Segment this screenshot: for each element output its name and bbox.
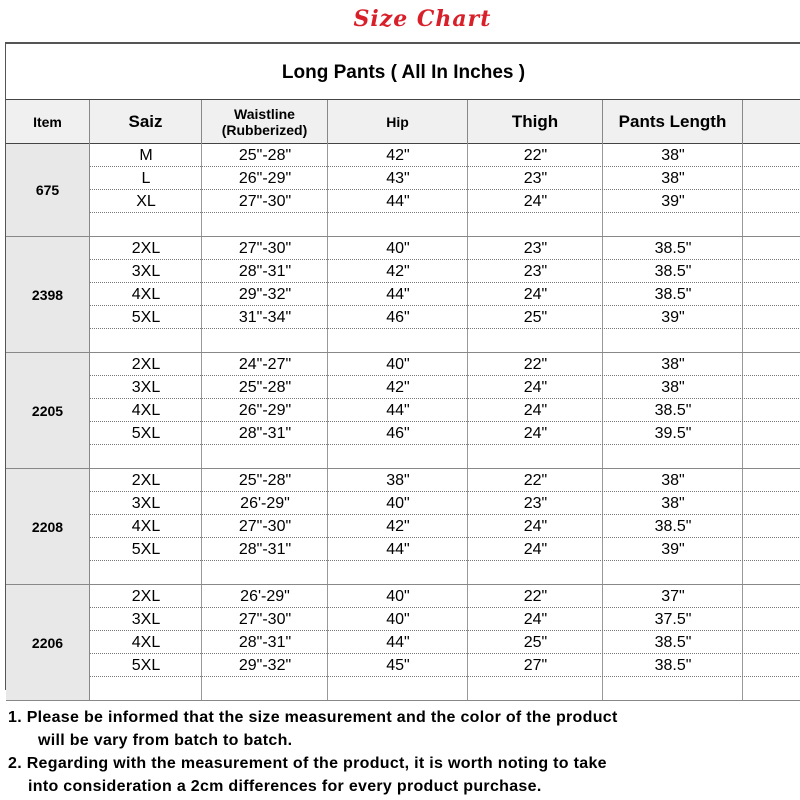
cell-waist: 28"-31": [238, 424, 292, 442]
table-row: [90, 515, 800, 538]
cell-hip: 45": [386, 656, 410, 674]
header-item: Item: [6, 100, 90, 144]
notes: [8, 706, 798, 798]
cell-size: 2XL: [131, 355, 161, 373]
table-row: [90, 492, 800, 515]
cell-size: 5XL: [131, 308, 161, 326]
page-title: Size Chart: [353, 6, 492, 32]
cell-size: 4XL: [131, 633, 161, 651]
cell-thigh: 22": [523, 146, 548, 164]
table-row: [90, 306, 800, 329]
note-2-line-1: 2. Regarding with the measurement of the product, it is worth noting to take: [8, 755, 607, 772]
cell-hip: 44": [386, 633, 410, 651]
table-row: [90, 167, 800, 190]
size-group: [6, 353, 800, 469]
header-waistline: [202, 100, 328, 144]
cell-size: 4XL: [131, 517, 161, 535]
cell-hip: 44": [386, 540, 410, 558]
cell-thigh: 24": [523, 517, 548, 535]
cell-length: 38.5": [654, 262, 692, 280]
cell-hip: 44": [386, 192, 410, 210]
spacer-row: [90, 677, 800, 700]
spacer-row: [90, 213, 800, 236]
cell-thigh: 27": [523, 656, 548, 674]
cell-length: 37": [661, 587, 685, 605]
cell-length: 38.5": [654, 239, 692, 257]
cell-size: 5XL: [131, 424, 161, 442]
cell-thigh: 23": [523, 262, 548, 280]
header-hip: Hip: [328, 100, 468, 144]
cell-waist: 27"-30": [238, 610, 292, 628]
cell-size: 3XL: [131, 378, 161, 396]
size-group: [6, 237, 800, 353]
cell-hip: 40": [386, 494, 410, 512]
cell-hip: 40": [386, 355, 410, 373]
cell-waist: 25"-28": [238, 471, 292, 489]
cell-length: 38": [661, 169, 685, 187]
cell-size: L: [141, 169, 151, 187]
cell-thigh: 25": [523, 633, 548, 651]
cell-size: 4XL: [131, 285, 161, 303]
cell-length: 38": [661, 355, 685, 373]
cell-thigh: 24": [523, 610, 548, 628]
table-row: [90, 654, 800, 677]
cell-size: M: [139, 146, 153, 164]
cell-thigh: 23": [523, 239, 548, 257]
cell-hip: 40": [386, 610, 410, 628]
cell-size: 3XL: [131, 610, 161, 628]
note-1-line-1: 1. Please be informed that the size measurement and the color of the product: [8, 709, 618, 726]
table-row: [90, 585, 800, 608]
cell-thigh: 24": [523, 192, 548, 210]
size-group: [6, 469, 800, 585]
header-waistline-label: Waistline: [234, 105, 295, 122]
cell-thigh: 24": [523, 378, 548, 396]
cell-hip: 42": [386, 262, 410, 280]
table-row: [90, 538, 800, 561]
cell-length: 39": [661, 540, 685, 558]
cell-length: 38": [661, 146, 685, 164]
cell-waist: 29"-32": [238, 656, 292, 674]
cell-waist: 24"-27": [238, 355, 292, 373]
cell-size: XL: [136, 192, 156, 210]
cell-length: 38.5": [654, 285, 692, 303]
item-code: 2205: [6, 353, 90, 468]
table-row: [90, 283, 800, 306]
spacer-row: [90, 561, 800, 584]
note-2-line-2: into consideration a 2cm differences for every product purchase.: [28, 778, 542, 795]
cell-waist: 31"-34": [238, 308, 292, 326]
cell-waist: 29"-32": [238, 285, 292, 303]
cell-length: 37.5": [654, 610, 692, 628]
cell-length: 39.5": [654, 424, 692, 442]
cell-thigh: 23": [523, 494, 548, 512]
cell-hip: 40": [386, 239, 410, 257]
cell-length: 38.5": [654, 633, 692, 651]
cell-hip: 44": [386, 401, 410, 419]
cell-size: 3XL: [131, 262, 161, 280]
cell-length: 38": [661, 378, 685, 396]
size-group: [6, 144, 800, 237]
table-row: [90, 353, 800, 376]
cell-waist: 28"-31": [238, 633, 292, 651]
cell-thigh: 24": [523, 401, 548, 419]
cell-hip: 43": [386, 169, 410, 187]
cell-length: 38.5": [654, 401, 692, 419]
cell-hip: 42": [386, 517, 410, 535]
cell-waist: 26"-29": [238, 169, 292, 187]
cell-waist: 25"-28": [238, 146, 292, 164]
cell-thigh: 22": [523, 355, 548, 373]
cell-waist: 27"-30": [238, 239, 292, 257]
cell-thigh: 24": [523, 540, 548, 558]
cell-length: 38.5": [654, 517, 692, 535]
cell-length: 39": [661, 192, 685, 210]
cell-hip: 46": [386, 308, 410, 326]
cell-length: 38.5": [654, 656, 692, 674]
cell-hip: 40": [386, 587, 410, 605]
item-code: 675: [6, 144, 90, 236]
cell-waist: 25"-28": [238, 378, 292, 396]
table-row: [90, 237, 800, 260]
table-row: [90, 399, 800, 422]
cell-length: 38": [661, 494, 685, 512]
header-waistline-note: (Rubberized): [221, 122, 308, 138]
cell-waist: 26'-29": [240, 494, 290, 512]
cell-size: 5XL: [131, 656, 161, 674]
size-group: [6, 585, 800, 701]
header-pants-length: Pants Length: [603, 100, 743, 144]
cell-hip: 44": [386, 285, 410, 303]
table-row: [90, 469, 800, 492]
cell-waist: 26"-29": [238, 401, 292, 419]
cell-waist: 27"-30": [238, 192, 292, 210]
column-header-row: [6, 100, 800, 144]
cell-length: 39": [661, 308, 685, 326]
item-code: 2206: [6, 585, 90, 700]
cell-thigh: 23": [523, 169, 548, 187]
table-title: Long Pants ( All In Inches ): [6, 44, 800, 100]
table-row: [90, 608, 800, 631]
header-thigh: Thigh: [468, 100, 603, 144]
table-row: [90, 376, 800, 399]
size-table: [5, 42, 800, 690]
spacer-row: [90, 329, 800, 352]
cell-hip: 38": [386, 471, 410, 489]
item-code: 2398: [6, 237, 90, 352]
cell-thigh: 24": [523, 285, 548, 303]
cell-waist: 28"-31": [238, 262, 292, 280]
cell-size: 2XL: [131, 587, 161, 605]
note-1-line-2: will be vary from batch to batch.: [38, 732, 293, 749]
cell-thigh: 25": [523, 308, 548, 326]
cell-hip: 42": [386, 378, 410, 396]
cell-thigh: 22": [523, 471, 548, 489]
cell-waist: 28"-31": [238, 540, 292, 558]
header-size: Saiz: [90, 100, 202, 144]
spacer-row: [90, 445, 800, 468]
table-row: [90, 631, 800, 654]
cell-size: 3XL: [131, 494, 161, 512]
table-row: [90, 422, 800, 445]
cell-hip: 46": [386, 424, 410, 442]
table-row: [90, 260, 800, 283]
header-blank: [743, 100, 800, 144]
cell-hip: 42": [386, 146, 410, 164]
cell-thigh: 24": [523, 424, 548, 442]
cell-size: 5XL: [131, 540, 161, 558]
table-row: [90, 190, 800, 213]
item-code: 2208: [6, 469, 90, 584]
table-row: [90, 144, 800, 167]
cell-length: 38": [661, 471, 685, 489]
cell-thigh: 22": [523, 587, 548, 605]
cell-size: 2XL: [131, 471, 161, 489]
cell-waist: 26'-29": [240, 587, 290, 605]
cell-waist: 27"-30": [238, 517, 292, 535]
cell-size: 4XL: [131, 401, 161, 419]
cell-size: 2XL: [131, 239, 161, 257]
